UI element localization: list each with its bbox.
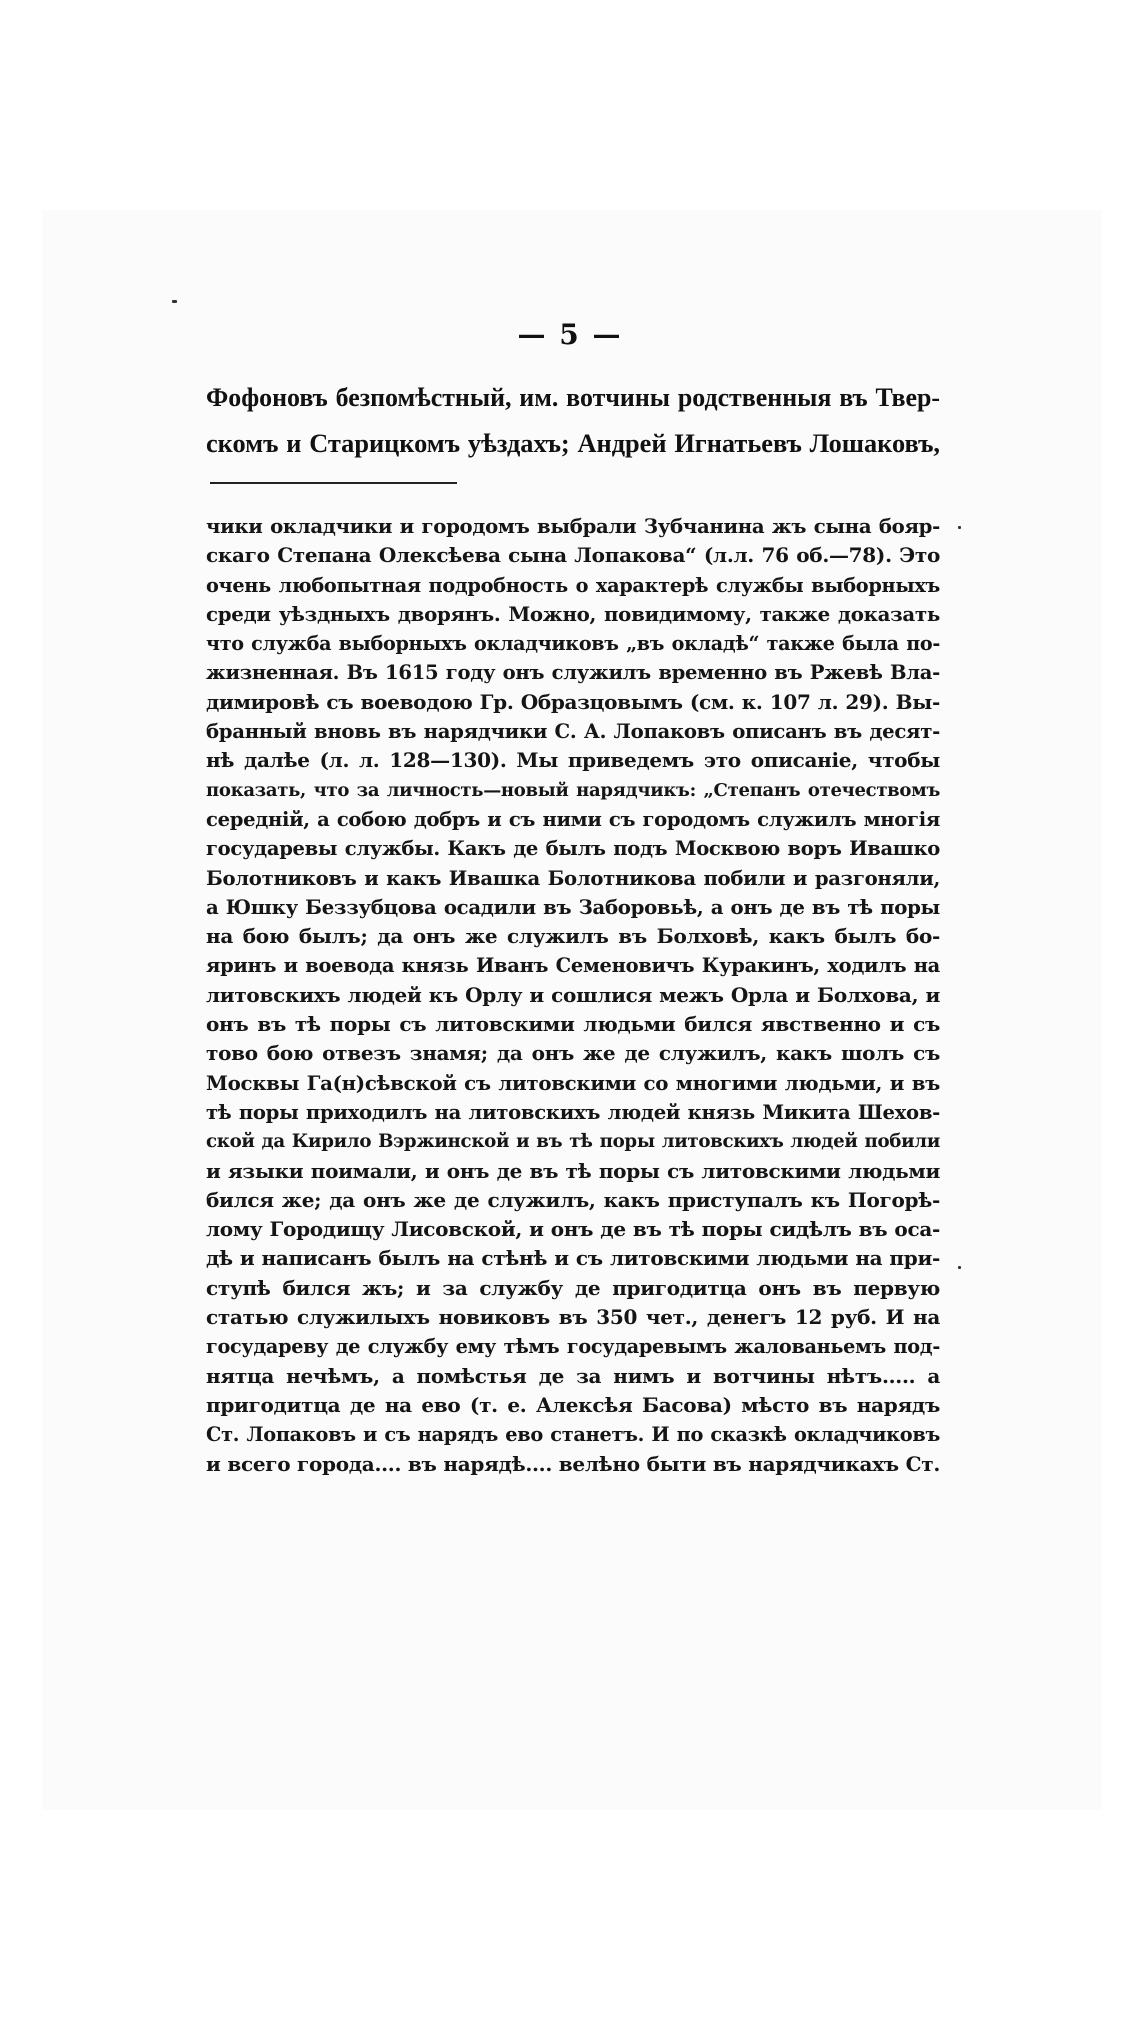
footnote-line: димировѣ съ воеводою Гр. Образцовымъ (см. к. 107 л. 29). Вы- [206, 689, 940, 714]
footnote-line: ской да Кирило Вэржинской и въ тѣ поры литовскихъ людей побили [206, 1131, 940, 1153]
footnote-line: очень любопытная подробность о характерѣ службы выборныхъ [206, 573, 940, 597]
footnote [206, 512, 940, 1479]
footnote-line: показать, что за личность—новый нарядчикъ: „Степанъ отечествомъ [206, 779, 940, 801]
footnote-divider [210, 482, 457, 484]
footnote-line: пригодитца де на ево (т. е. Алексѣя Басова) мѣсто въ нарядъ [206, 1392, 940, 1417]
footnote-line: государеву де службу ему тѣмъ государевымъ жалованьемъ под- [206, 1335, 940, 1359]
footnote-line: дѣ и написанъ былъ на стѣнѣ и съ литовскими людьми на при- [206, 1246, 940, 1271]
scan-speck [958, 1266, 961, 1269]
footnote-line: онъ въ тѣ поры съ литовскими людьми бился явственно и съ [206, 1012, 940, 1037]
main-text-line: скомъ и Старицкомъ уѣздахъ; Андрей Игнатьевъ Лошаковъ, [206, 429, 940, 458]
footnote-line: Москвы Га(н)сѣвской съ литовскими со многими людьми, и въ [206, 1070, 940, 1095]
footnote-line: ступѣ бился жъ; и за службу де пригодитца онъ въ первую [206, 1275, 940, 1300]
footnote-line: государевы службы. Какъ де былъ подъ Москвою воръ Ивашко [206, 837, 940, 861]
footnote-line: статью служилыхъ новиковъ въ 350 чет., денегъ 12 руб. И на [206, 1305, 940, 1330]
footnote-line: Ст. Лопаковъ и съ нарядъ ево станетъ. И по сказкѣ окладчиковъ [206, 1423, 940, 1447]
footnote-line: лому Городищу Лисовской, и онъ де въ тѣ поры сидѣлъ въ оса- [206, 1217, 940, 1242]
scan-speck [958, 526, 961, 529]
footnote-line: нѣ далѣе (л. л. 128—130). Мы приведемъ это описаніе, чтобы [206, 748, 940, 773]
footnote-line: тово бою отвезъ знамя; да онъ же де служилъ, какъ шолъ съ [206, 1041, 940, 1066]
footnote-line: на бою былъ; да онъ же служилъ въ Болховѣ, какъ былъ бо- [206, 924, 940, 949]
footnote-line: жизненная. Въ 1615 году онъ служилъ временно въ Ржевѣ Вла- [206, 661, 940, 685]
main-text-line: Фофоновъ безпомѣстный, им. вотчины родственныя въ Твер- [206, 383, 940, 412]
footnote-line: литовскихъ людей къ Орлу и сошлися межъ Орла и Болхова, и [206, 982, 940, 1007]
footnote-line: Болотниковъ и какъ Ивашка Болотникова побили и разгоняли, [206, 866, 940, 890]
footnote-line: бился же; да онъ же де служилъ, какъ приступалъ къ Погорѣ- [206, 1187, 940, 1212]
footnote-line: нятца нечѣмъ, а помѣстья де за нимъ и вотчины нѣтъ..... а [206, 1363, 940, 1388]
footnote-line: и языки поимали, и онъ де въ тѣ поры съ литовскими людьми [206, 1158, 940, 1183]
main-text [206, 375, 940, 467]
footnote-line: скаго Степана Олексѣева сына Лопакова“ (л.л. 76 об.—78). Это [206, 543, 940, 568]
footnote-line: что служба выборныхъ окладчиковъ „въ окладѣ“ также была по- [206, 632, 940, 656]
scan-speck [172, 300, 177, 303]
footnote-line: середній, а собою добръ и съ ними съ городомъ служилъ многія [206, 807, 940, 831]
footnote-line: чики окладчики и городомъ выбрали Зубчанина жъ сына бояр- [206, 515, 940, 538]
footnote-line: яринъ и воевода князь Иванъ Семеновичъ Куракинъ, ходилъ на [206, 954, 940, 978]
footnote-line: и всего города.... въ нарядѣ.... велѣно быти въ нарядчикахъ Ст. [206, 1451, 940, 1476]
footnote-line: среди уѣздныхъ дворянъ. Можно, повидимому, также доказать [206, 601, 940, 626]
footnote-line: тѣ поры приходилъ на литовскихъ людей князь Микита Шехов- [206, 1100, 940, 1124]
footnote-line: а Юшку Беззубцова осадили въ Заборовьѣ, а онъ де въ тѣ поры [206, 895, 940, 919]
footnote-line: бранный вновь въ нарядчики С. А. Лопаковъ описанъ въ десят- [206, 720, 940, 744]
page-number: — 5 — [517, 318, 623, 351]
